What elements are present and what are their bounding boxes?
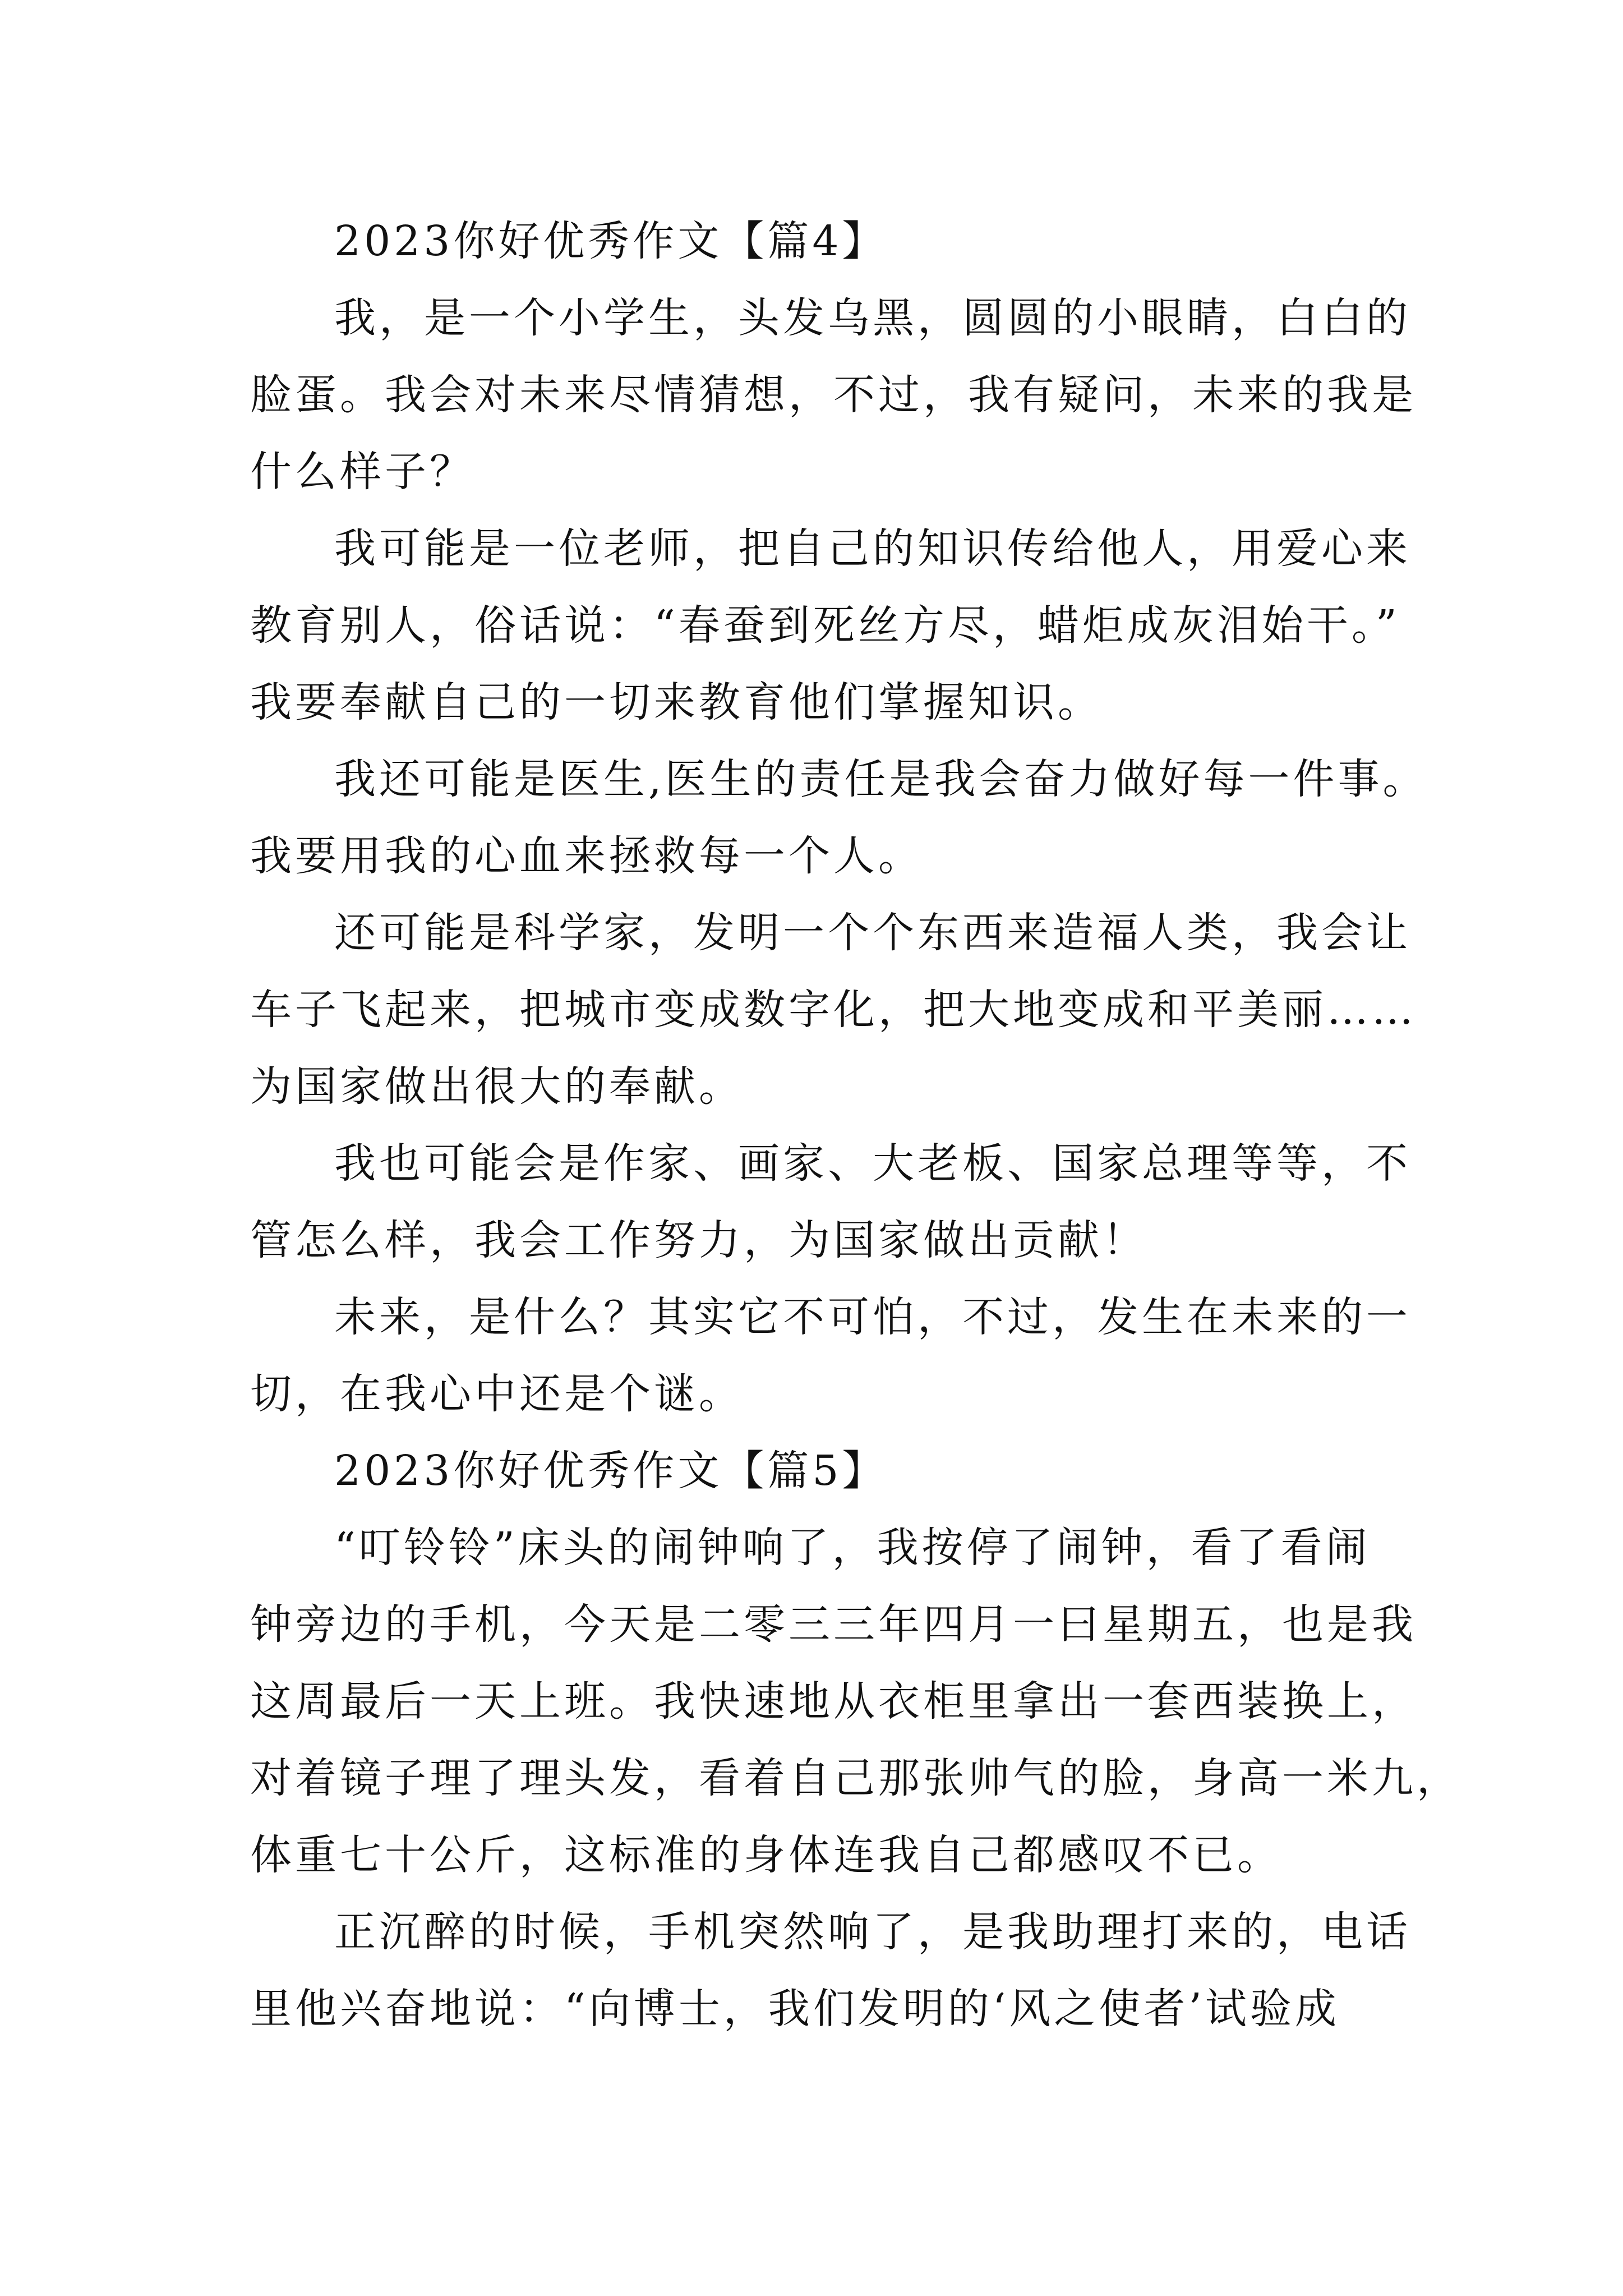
paragraph-line: 我还可能是医生,医生的责任是我会奋力做好每一件事。 [334,755,1428,803]
paragraph-line: “叮铃铃”床头的闹钟响了，我按停了闹钟，看了看闹 [334,1524,1371,1572]
paragraph-line: 钟旁边的手机，今天是二零三三年四月一曰星期五，也是我 [250,1600,1417,1649]
paragraph-line: 我可能是一位老师，把自己的知识传给他人，用爱心来 [334,524,1411,573]
document-body [250,203,1461,2047]
paragraph-line: 对着镜子理了理头发，看着自己那张帅气的脸，身高一米九， [250,1754,1461,1802]
paragraph-line: 我要用我的心血来拯救每一个人。 [250,832,923,880]
paragraph-line: 这周最后一天上班。我快速地从衣柜里拿出一套西装换上， [250,1677,1417,1726]
paragraph-line: 教育别人，俗话说：“春蚕到死丝方尽，蜡炬成灰泪始干。” [250,601,1400,650]
paragraph-line: 切，在我心中还是个谜。 [250,1370,744,1418]
paragraph-line: 未来，是什么？其实它不可怕，不过，发生在未来的一 [334,1293,1411,1341]
paragraph-line: 正沉醉的时候，手机突然响了，是我助理打来的，电话 [334,1908,1411,1956]
paragraph-line: 什么样子？ [250,448,474,496]
paragraph-line: 车子飞起来，把城市变成数字化，把大地变成和平美丽…… [250,986,1417,1034]
paragraph-line: 为国家做出很大的奉献。 [250,1062,744,1111]
paragraph-line: 管怎么样，我会工作努力，为国家做出贡献！ [250,1216,1147,1264]
paragraph-line: 还可能是科学家，发明一个个东西来造福人类，我会让 [334,909,1411,957]
paragraph-line: 里他兴奋地说：“向博士，我们发明的‘风之使者’试验成 [250,1985,1340,2033]
paragraph-line: 我，是一个小学生，头发乌黑，圆圆的小眼睛，白白的 [334,294,1411,342]
section-heading: 2023你好优秀作文【篇4】 [334,217,887,265]
section-heading: 2023你好优秀作文【篇5】 [334,1447,887,1495]
paragraph-line: 脸蛋。我会对未来尽情猜想，不过，我有疑问，未来的我是 [250,371,1417,419]
paragraph-line: 我要奉献自己的一切来教育他们掌握知识。 [250,678,1103,726]
paragraph-line: 体重七十公斤，这标准的身体连我自己都感叹不已。 [250,1831,1282,1879]
paragraph-line: 我也可能会是作家、画家、大老板、国家总理等等，不 [334,1139,1411,1188]
